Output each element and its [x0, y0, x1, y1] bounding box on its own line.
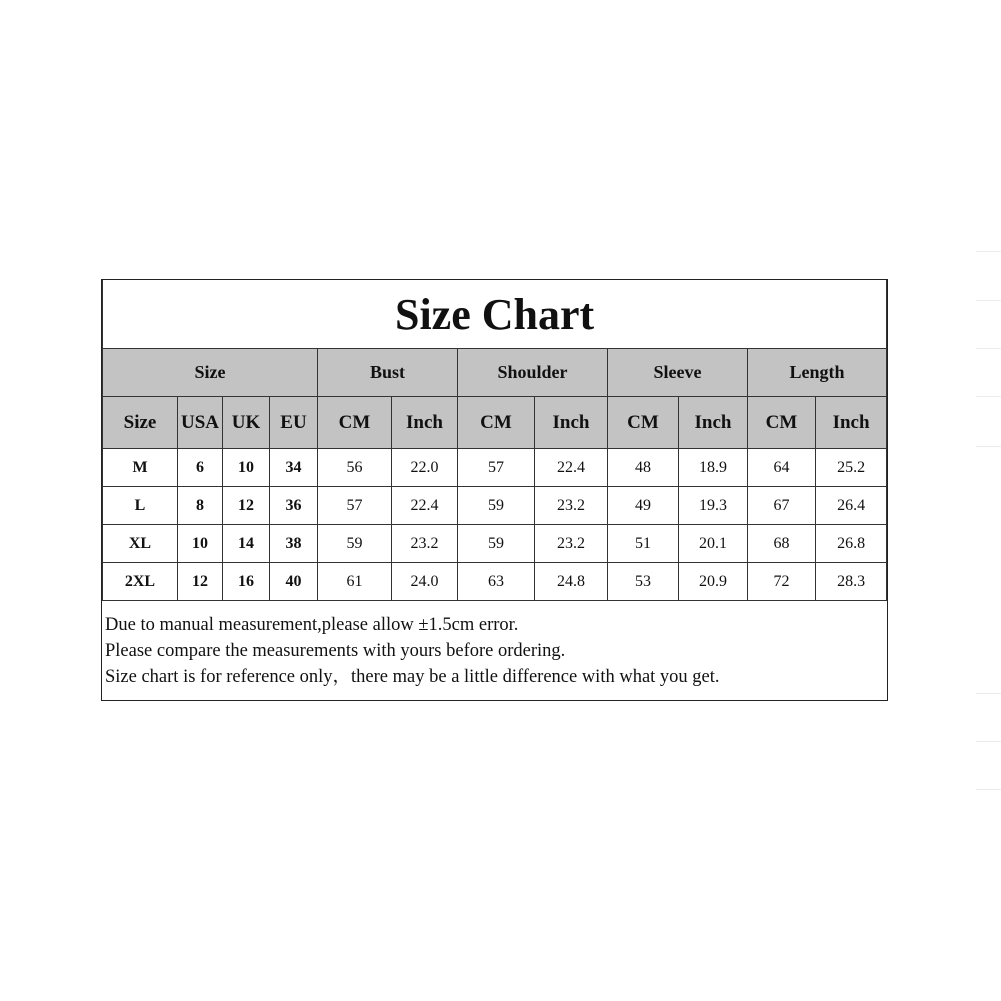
table-cell: 24.0 — [392, 563, 458, 601]
group-header-sleeve: Sleeve — [608, 349, 748, 397]
sub-header-cell: CM — [318, 397, 392, 449]
table-cell: 25.2 — [816, 449, 887, 487]
table-cell: 24.8 — [535, 563, 608, 601]
table-cell: 38 — [270, 525, 318, 563]
table-cell: 57 — [318, 487, 392, 525]
edge-mark — [976, 741, 1001, 742]
sub-header-cell: Inch — [535, 397, 608, 449]
sub-header-row — [103, 397, 887, 449]
size-chart-table — [102, 280, 887, 601]
table-cell: 22.0 — [392, 449, 458, 487]
table-cell: 16 — [223, 563, 270, 601]
table-cell: 2XL — [103, 563, 178, 601]
group-header-row — [103, 349, 887, 397]
table-cell: 14 — [223, 525, 270, 563]
table-cell: 18.9 — [679, 449, 748, 487]
size-rows — [103, 449, 887, 601]
note-line: Due to manual measurement,please allow ±1.5cm error. — [105, 615, 519, 635]
table-cell: L — [103, 487, 178, 525]
table-cell: 8 — [178, 487, 223, 525]
note-line: Please compare the measurements with yours before ordering. — [105, 641, 566, 661]
group-header-size: Size — [103, 349, 318, 397]
table-cell: 23.2 — [535, 487, 608, 525]
sub-header-cell: CM — [458, 397, 535, 449]
table-cell: 20.9 — [679, 563, 748, 601]
table-cell: 26.4 — [816, 487, 887, 525]
chart-title: Size Chart — [103, 280, 887, 349]
table-cell: 12 — [178, 563, 223, 601]
table-cell: 28.3 — [816, 563, 887, 601]
table-cell: 53 — [608, 563, 679, 601]
table-cell: 56 — [318, 449, 392, 487]
group-header-length: Length — [748, 349, 887, 397]
size-chart — [101, 279, 888, 701]
sub-header-cell: Size — [103, 397, 178, 449]
note-line: Size chart is for reference only，there may be a little difference with what you get. — [105, 667, 720, 687]
table-cell: 12 — [223, 487, 270, 525]
sub-header-cell: Inch — [679, 397, 748, 449]
notes — [105, 612, 720, 690]
table-cell: 6 — [178, 449, 223, 487]
edge-mark — [976, 396, 1001, 397]
edge-mark — [976, 300, 1001, 301]
table-cell: 67 — [748, 487, 816, 525]
edge-mark — [976, 693, 1001, 694]
table-cell: 59 — [458, 525, 535, 563]
sub-header-cell: Inch — [816, 397, 887, 449]
table-cell: M — [103, 449, 178, 487]
sub-header-cell: UK — [223, 397, 270, 449]
table-cell: 51 — [608, 525, 679, 563]
table-row — [103, 449, 887, 487]
sub-header-cell: EU — [270, 397, 318, 449]
sub-header-cell: Inch — [392, 397, 458, 449]
table-row — [103, 563, 887, 601]
table-cell: 57 — [458, 449, 535, 487]
table-cell: 23.2 — [392, 525, 458, 563]
table-cell: 63 — [458, 563, 535, 601]
table-cell: 23.2 — [535, 525, 608, 563]
table-cell: 22.4 — [392, 487, 458, 525]
table-cell: 10 — [178, 525, 223, 563]
table-cell: 61 — [318, 563, 392, 601]
table-cell: 22.4 — [535, 449, 608, 487]
table-cell: 36 — [270, 487, 318, 525]
table-cell: 64 — [748, 449, 816, 487]
table-row — [103, 487, 887, 525]
sub-header-cell: CM — [608, 397, 679, 449]
table-cell: 26.8 — [816, 525, 887, 563]
table-cell: 72 — [748, 563, 816, 601]
edge-mark — [976, 251, 1001, 252]
table-cell: 68 — [748, 525, 816, 563]
table-cell: XL — [103, 525, 178, 563]
edge-mark — [976, 348, 1001, 349]
table-cell: 40 — [270, 563, 318, 601]
edge-mark — [976, 789, 1001, 790]
table-cell: 59 — [318, 525, 392, 563]
table-cell: 59 — [458, 487, 535, 525]
table-cell: 49 — [608, 487, 679, 525]
sub-header-cell: CM — [748, 397, 816, 449]
table-cell: 19.3 — [679, 487, 748, 525]
table-cell: 20.1 — [679, 525, 748, 563]
edge-mark — [976, 446, 1001, 447]
table-cell: 10 — [223, 449, 270, 487]
table-row — [103, 525, 887, 563]
table-cell: 48 — [608, 449, 679, 487]
sub-header-cell: USA — [178, 397, 223, 449]
table-cell: 34 — [270, 449, 318, 487]
group-header-shoulder: Shoulder — [458, 349, 608, 397]
group-header-bust: Bust — [318, 349, 458, 397]
